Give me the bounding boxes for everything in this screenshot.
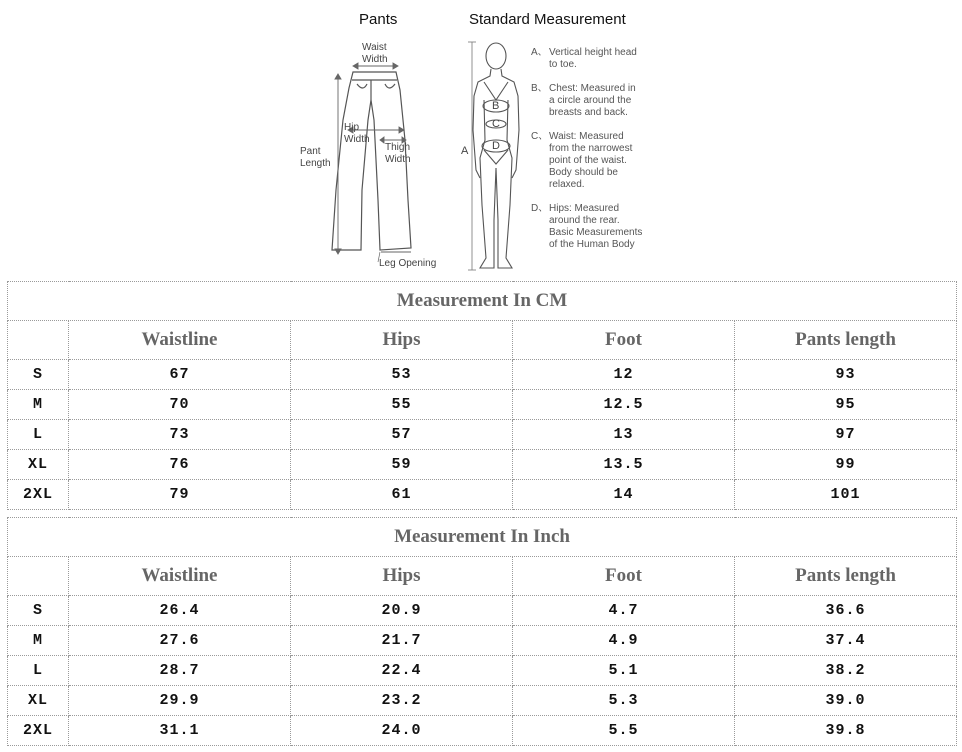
annotation-d-text: Hips: Measured around the rear. Basic Measurements of the Human Body [549, 203, 643, 250]
waistline-cell: 76 [69, 450, 291, 480]
hips-cell: 23.2 [291, 686, 513, 716]
table-title: Measurement In CM [8, 282, 957, 321]
annotation-d [531, 203, 643, 251]
hips-cell: 21.7 [291, 626, 513, 656]
table-row [8, 656, 957, 686]
hips-cell: 24.0 [291, 716, 513, 746]
annotation-a-letter: A、 [531, 47, 548, 58]
foot-cell: 5.5 [513, 716, 735, 746]
body-letter-b: B [492, 100, 500, 112]
waistline-cell: 70 [69, 390, 291, 420]
foot-cell: 14 [513, 480, 735, 510]
pants-length-cell: 93 [735, 360, 957, 390]
table-title: Measurement In Inch [8, 518, 957, 557]
hips-cell: 20.9 [291, 596, 513, 626]
header-size [8, 321, 69, 360]
pants-length-cell: 39.0 [735, 686, 957, 716]
size-table-inch [7, 517, 957, 746]
size-cell: XL [8, 686, 69, 716]
waistline-cell: 73 [69, 420, 291, 450]
waistline-cell: 67 [69, 360, 291, 390]
annotation-d-letter: D、 [531, 203, 549, 214]
size-cell: L [8, 420, 69, 450]
hips-cell: 53 [291, 360, 513, 390]
table-row [8, 450, 957, 480]
pants-length-cell: 38.2 [735, 656, 957, 686]
size-cell: S [8, 596, 69, 626]
table-row [8, 716, 957, 746]
hips-cell: 55 [291, 390, 513, 420]
foot-cell: 5.3 [513, 686, 735, 716]
hip-width-label-line1: Hip [344, 122, 360, 133]
size-cell: M [8, 626, 69, 656]
pants-length-cell: 36.6 [735, 596, 957, 626]
pants-length-cell: 37.4 [735, 626, 957, 656]
foot-cell: 4.7 [513, 596, 735, 626]
body-figure [473, 43, 519, 268]
header-hips: Hips [291, 557, 513, 596]
header-waistline: Waistline [69, 557, 291, 596]
foot-cell: 12 [513, 360, 735, 390]
leg-opening-label: Leg Opening [379, 258, 437, 269]
waist-width-label [362, 42, 388, 66]
header-size [8, 557, 69, 596]
annotation-b-text: Chest: Measured in a circle around the breasts and back. [549, 83, 636, 118]
hips-cell: 61 [291, 480, 513, 510]
annotation-a-text: Vertical height head to toe. [549, 47, 637, 70]
pants-length-cell: 95 [735, 390, 957, 420]
size-table-cm [7, 281, 957, 510]
pants-title: Pants [359, 11, 398, 28]
thigh-width-label [385, 142, 411, 166]
foot-cell: 5.1 [513, 656, 735, 686]
hips-cell: 22.4 [291, 656, 513, 686]
annotation-a [531, 47, 643, 71]
foot-cell: 13 [513, 420, 735, 450]
pants-length-cell: 99 [735, 450, 957, 480]
waist-width-label-line1: Waist [362, 42, 387, 53]
table-row [8, 420, 957, 450]
header-foot: Foot [513, 321, 735, 360]
header-hips: Hips [291, 321, 513, 360]
body-letter-a: A [461, 145, 469, 157]
annotation-b-letter: B、 [531, 83, 548, 94]
diagram-illustration [0, 0, 962, 280]
size-cell: XL [8, 450, 69, 480]
header-pants-length: Pants length [735, 321, 957, 360]
body-letter-d: D [492, 140, 500, 152]
pant-length-label-line1: Pant [300, 146, 321, 157]
body-letter-c: C [492, 118, 500, 130]
hips-cell: 59 [291, 450, 513, 480]
size-cell: 2XL [8, 480, 69, 510]
waistline-cell: 26.4 [69, 596, 291, 626]
annotation-b [531, 83, 643, 119]
waistline-cell: 28.7 [69, 656, 291, 686]
thigh-width-label-line2: Width [385, 154, 411, 165]
foot-cell: 12.5 [513, 390, 735, 420]
pants-length-cell: 39.8 [735, 716, 957, 746]
thigh-width-label-line1: Thigh [385, 142, 411, 153]
waistline-cell: 29.9 [69, 686, 291, 716]
waist-width-label-line2: Width [362, 54, 388, 65]
size-cell: S [8, 360, 69, 390]
header-pants-length: Pants length [735, 557, 957, 596]
hip-width-label-line2: Width [344, 134, 370, 145]
table-row [8, 390, 957, 420]
size-cell: M [8, 390, 69, 420]
annotation-c [531, 131, 643, 191]
header-foot: Foot [513, 557, 735, 596]
header-waistline: Waistline [69, 321, 291, 360]
hip-width-label [344, 122, 370, 146]
hips-cell: 57 [291, 420, 513, 450]
measurement-diagram [0, 0, 962, 280]
size-cell: 2XL [8, 716, 69, 746]
foot-cell: 4.9 [513, 626, 735, 656]
table-row [8, 596, 957, 626]
table-row [8, 686, 957, 716]
annotation-c-text: Waist: Measured from the narrowest point of the waist. Body should be relaxed. [549, 131, 633, 190]
waistline-cell: 79 [69, 480, 291, 510]
table-row [8, 360, 957, 390]
waistline-cell: 27.6 [69, 626, 291, 656]
table-row [8, 480, 957, 510]
pants-length-cell: 101 [735, 480, 957, 510]
pant-length-label [300, 146, 331, 170]
foot-cell: 13.5 [513, 450, 735, 480]
annotation-c-letter: C、 [531, 131, 549, 142]
pants-length-cell: 97 [735, 420, 957, 450]
pant-length-label-line2: Length [300, 158, 331, 169]
waistline-cell: 31.1 [69, 716, 291, 746]
standard-measurement-title: Standard Measurement [469, 11, 626, 28]
table-row [8, 626, 957, 656]
size-cell: L [8, 656, 69, 686]
